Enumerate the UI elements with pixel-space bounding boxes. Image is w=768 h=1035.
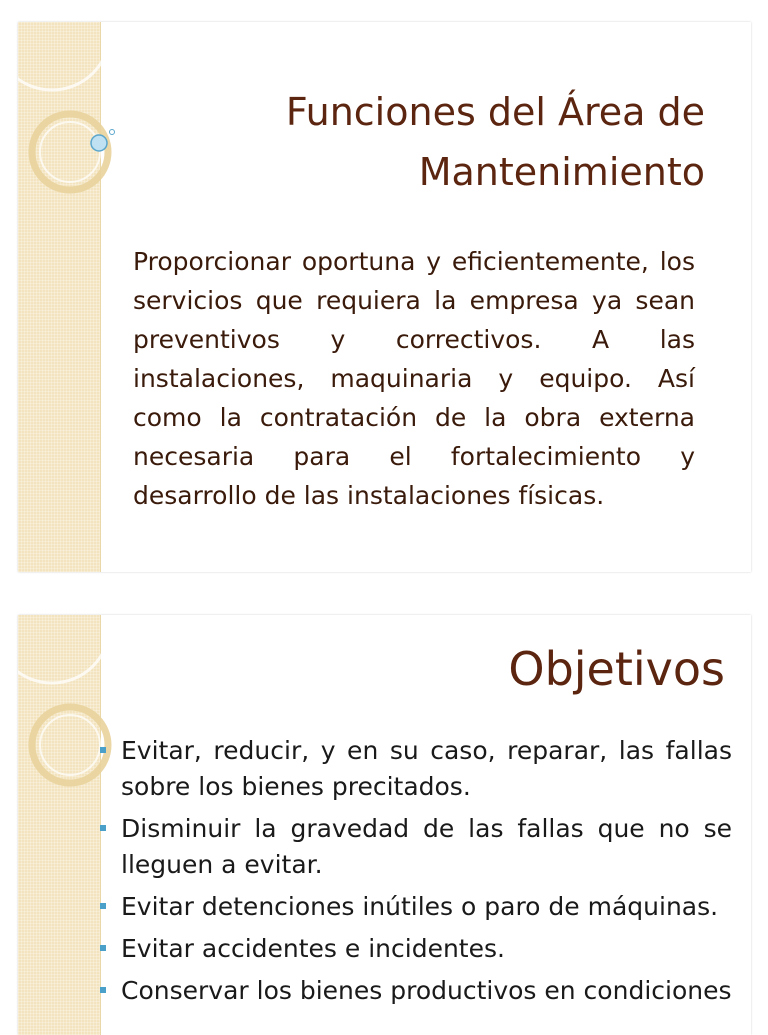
- list-item-text: Disminuir la gravedad de las fallas que no se lleguen a evitar.: [121, 814, 732, 879]
- list-item: [98, 973, 732, 1009]
- list-item: [98, 811, 732, 883]
- slide-funciones: [18, 22, 751, 572]
- slide-body-text: Proporcionar oportuna y eficientemente, los servicios que requiera la empresa ya sean preventivos y correctivos. A las instalaciones, maquinaria y equipo. Así como la contratación de la obra externa necesaria para el fortalecimiento y desarrollo de las instalaciones físicas.: [133, 247, 695, 510]
- slide-title: Funciones del Área de Mantenimiento: [285, 90, 705, 194]
- square-bullet-icon: [100, 825, 106, 831]
- slide-title: Objetivos: [508, 642, 725, 696]
- decorative-side-band: [18, 615, 101, 1035]
- square-bullet-icon: [100, 903, 106, 909]
- list-item-text: Evitar, reducir, y en su caso, reparar, las fallas sobre los bienes precitados.: [121, 736, 732, 801]
- list-item: [98, 931, 732, 967]
- list-item-text: Evitar detenciones inútiles o paro de máquinas.: [121, 892, 719, 921]
- square-bullet-icon: [100, 747, 106, 753]
- decorative-side-band: [18, 22, 101, 572]
- list-item-text: Conservar los bienes productivos en condiciones: [121, 976, 732, 1005]
- list-item: [98, 889, 732, 925]
- square-bullet-icon: [100, 945, 106, 951]
- list-item: [98, 733, 732, 805]
- square-bullet-icon: [100, 987, 106, 993]
- list-item-text: Evitar accidentes e incidentes.: [121, 934, 505, 963]
- objectives-list: [98, 733, 732, 1015]
- slide-objetivos: [18, 615, 751, 1035]
